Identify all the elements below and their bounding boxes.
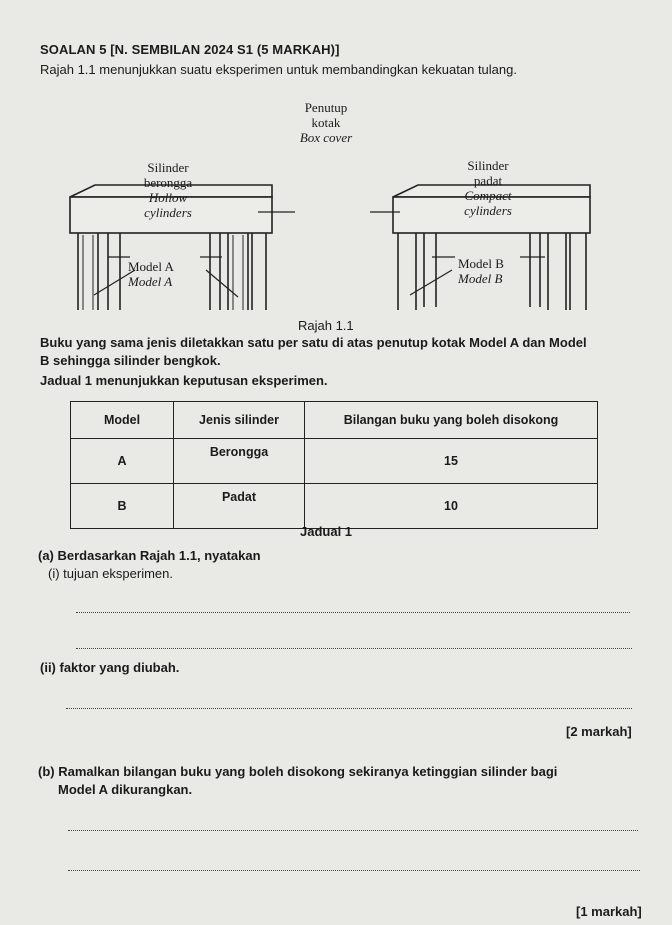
- results-table: [70, 401, 598, 529]
- cell-model: B: [71, 484, 174, 529]
- cover-label-ms-1: Penutup: [304, 100, 348, 115]
- model-b-name-ms: Model B: [458, 256, 504, 271]
- table-caption: Jadual 1: [300, 524, 353, 539]
- table-row: [71, 439, 598, 484]
- answer-line-a-i-1[interactable]: [76, 612, 630, 613]
- model-a-cyl-ms-2: berongga: [143, 175, 193, 190]
- question-title: SOALAN 5 [N. SEMBILAN 2024 S1 (5 MARKAH)]: [40, 42, 340, 57]
- model-a-cyl-ms-1: Silinder: [147, 160, 189, 175]
- model-b-cyl-ms-2: padat: [473, 173, 503, 188]
- marks-a: [2 markah]: [566, 724, 632, 739]
- model-b-name-en: Model B: [458, 271, 503, 286]
- marks-b: [1 markah]: [576, 904, 642, 919]
- model-a-name-en: Model A: [128, 274, 173, 289]
- cell-cylinder-type: Berongga: [174, 439, 305, 484]
- intro-text: Rajah 1.1 menunjukkan suatu eksperimen untuk membandingkan kekuatan tulang.: [40, 62, 517, 77]
- model-a-cyl-en-2: cylinders: [144, 205, 192, 220]
- table-row: [71, 484, 598, 529]
- cell-cylinder-type: Padat: [174, 484, 305, 529]
- model-b-cyl-en-1: Compact: [464, 188, 512, 203]
- cell-book-count: 15: [305, 439, 598, 484]
- header-book-count: Bilangan buku yang boleh disokong: [305, 402, 598, 439]
- header-cylinder-type: Jenis silinder: [174, 402, 305, 439]
- paragraph-2: Jadual 1 menunjukkan keputusan eksperimen.: [40, 373, 328, 388]
- model-a-name-ms: Model A: [128, 259, 174, 274]
- cover-label-ms-2: kotak: [311, 115, 341, 130]
- answer-line-b-1[interactable]: [68, 830, 638, 831]
- model-a-cyl-en-1: Hollow: [148, 190, 188, 205]
- question-a-intro: (a) Berdasarkan Rajah 1.1, nyatakan: [38, 548, 261, 563]
- paragraph-1-line-2: B sehingga silinder bengkok.: [40, 353, 221, 368]
- answer-line-a-i-2[interactable]: [76, 648, 632, 649]
- answer-line-a-ii[interactable]: [66, 708, 632, 709]
- cell-model: A: [71, 439, 174, 484]
- cover-label-en: Box cover: [299, 130, 353, 145]
- question-b-line-1: (b) Ramalkan bilangan buku yang boleh disokong sekiranya ketinggian silinder bagi: [38, 764, 558, 779]
- model-b-cyl-en-2: cylinders: [464, 203, 512, 218]
- model-b-cyl-ms-1: Silinder: [467, 158, 509, 173]
- header-model: Model: [71, 402, 174, 439]
- paragraph-1-line-1: Buku yang sama jenis diletakkan satu per satu di atas penutup kotak Model A dan Model: [40, 335, 587, 350]
- cell-book-count: 10: [305, 484, 598, 529]
- figure-caption: Rajah 1.1: [298, 318, 354, 333]
- question-b-line-2: Model A dikurangkan.: [58, 782, 193, 797]
- question-a-ii: (ii) faktor yang diubah.: [40, 660, 180, 675]
- question-a-i: (i) tujuan eksperimen.: [48, 566, 173, 581]
- answer-line-b-2[interactable]: [68, 870, 640, 871]
- table-header-row: [71, 402, 598, 439]
